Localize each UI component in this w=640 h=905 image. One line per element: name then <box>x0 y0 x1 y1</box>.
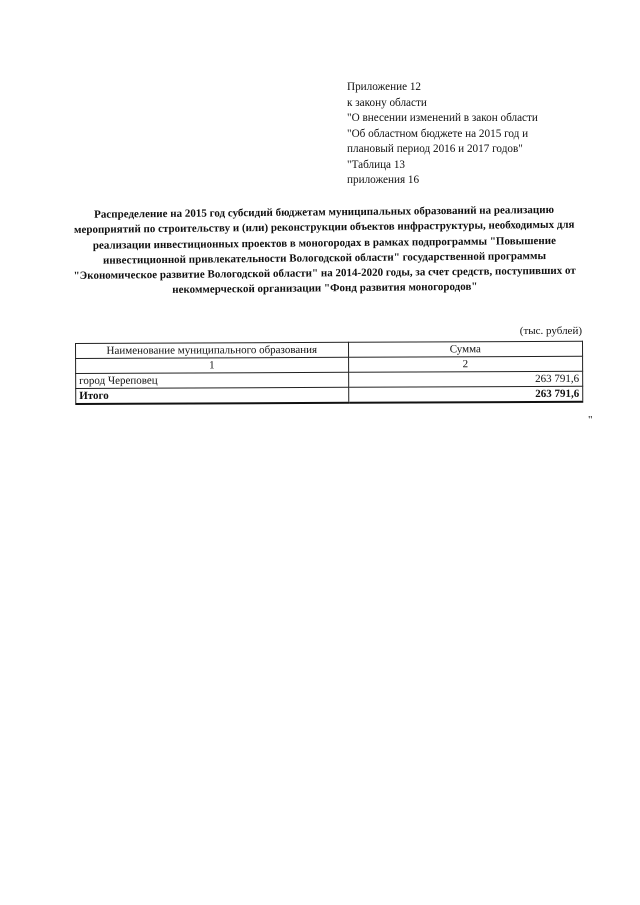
total-label: Итого <box>76 387 349 404</box>
annex-line: Приложение 12 <box>347 81 422 93</box>
annex-line: "О внесении изменений в закон области <box>347 112 538 124</box>
subsidy-table <box>75 341 583 405</box>
annex-header <box>347 80 617 189</box>
annex-line: "Таблица 13 <box>347 158 406 171</box>
document-title: Распределение на 2015 год субсидий бюджетам муниципальных образований на реализацию мероприятий по строительству и (или) реконструкции объектов инфраструктуры, необходимых для реализации инвестиционных проектов в моногородах в рамках подпрограммы "Повышение инвестиционной привлекательности Вологодской области" государственной программы "Экономическое развитие Вологодской области" на 2014-2020 годы, за счет средств, поступивших от некоммерческой организации "Фонд развития моногородов" <box>73 203 576 297</box>
column-number: 2 <box>348 356 583 372</box>
annex-line: плановый период 2016 и 2017 годов" <box>347 143 523 155</box>
column-number: 1 <box>76 357 349 373</box>
municipality-amount: 263 791,6 <box>348 371 583 387</box>
header-amount: Сумма <box>348 341 583 357</box>
units-label: (тыс. рублей) <box>519 325 582 337</box>
municipality-name: город Череповец <box>76 372 349 388</box>
annex-line: к закону области <box>347 96 427 109</box>
header-municipality: Наименование муниципального образования <box>76 342 349 358</box>
annex-line: "Об областном бюджете на 2015 год и <box>347 127 529 140</box>
total-amount: 263 791,6 <box>348 386 583 403</box>
annex-line: приложения 16 <box>347 174 420 186</box>
closing-quote: " <box>588 414 593 426</box>
table-total-row <box>76 386 583 404</box>
